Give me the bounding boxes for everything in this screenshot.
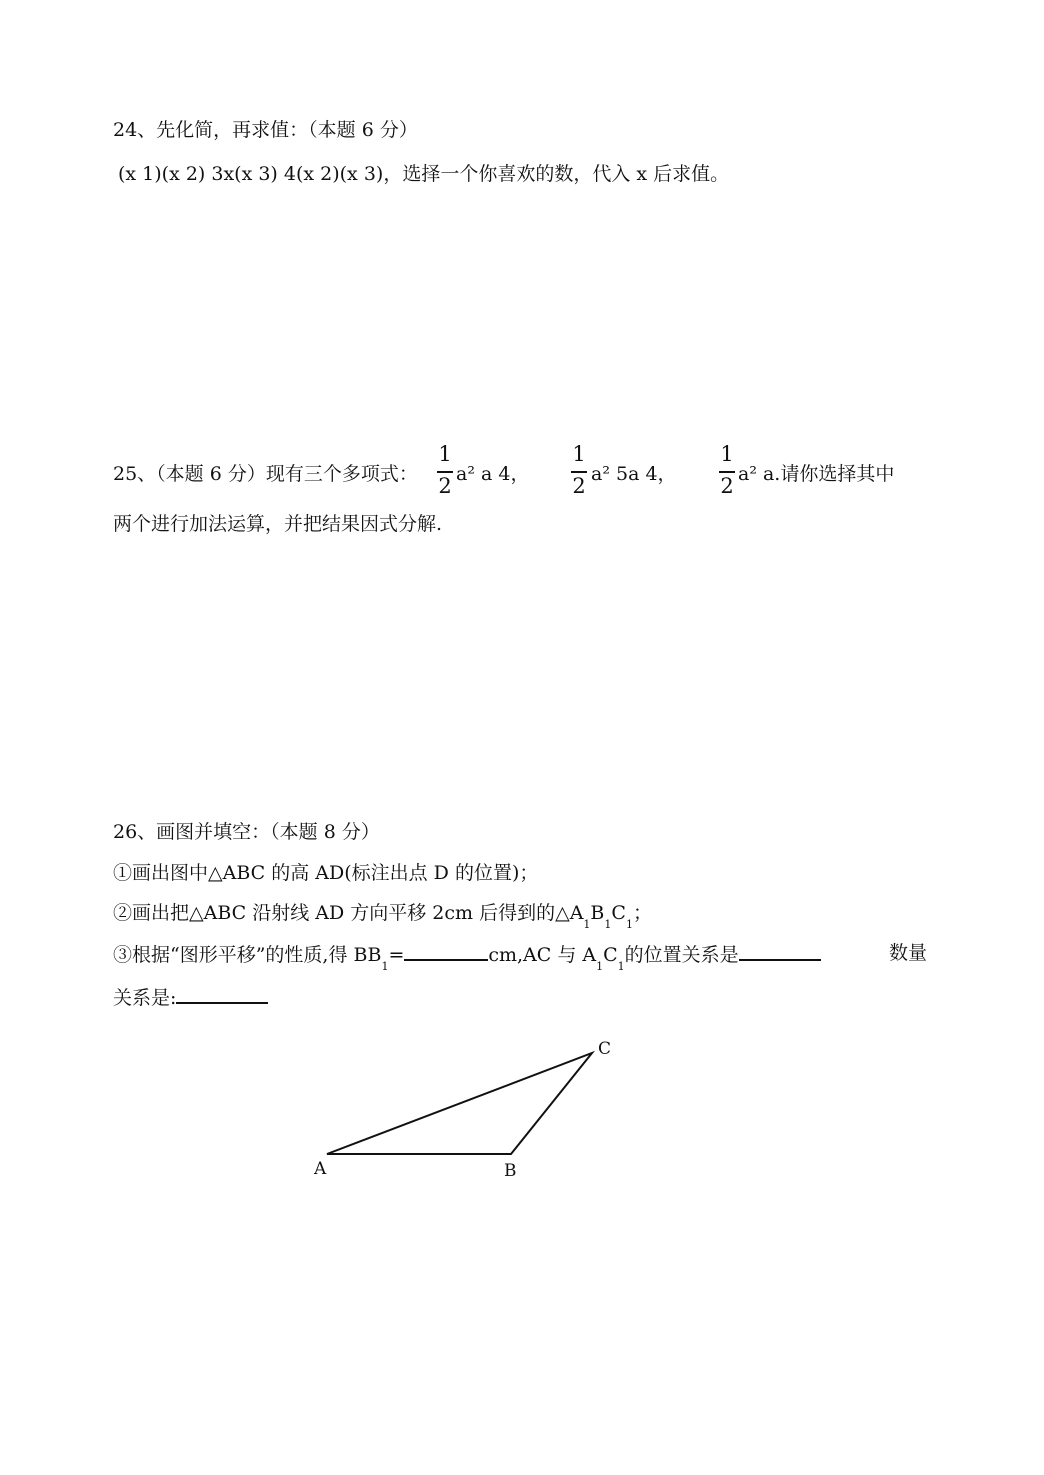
q24-expression: (x 1)(x 2) 3x(x 3) 4(x 2)(x 3)，选择一个你喜欢的数，代入 x 后求值。 [118,163,730,185]
q26-item3-qty: 数量 [889,942,928,964]
fraction-numerator: 1 [438,442,452,466]
subscript: 1 [625,918,633,931]
q26-item2-c: C [611,902,626,924]
vertex-label-a: A [314,1159,327,1179]
q26-item1: ①画出图中△ABC 的高 AD(标注出点 D 的位置)； [113,862,539,884]
q26-item3-mid: cm,AC 与 A [488,944,597,966]
q24-heading: 24、先化简，再求值：（本题 6 分） [113,119,418,141]
subscript: 1 [381,960,389,973]
fraction-denominator: 2 [572,474,586,498]
q26-heading: 26、画图并填空：（本题 8 分） [113,821,380,843]
fraction-denominator: 2 [438,474,452,498]
vertex-label-b: B [504,1161,517,1181]
q26-item3-text: ③根据“图形平移”的性质,得 BB [113,944,382,966]
vertex-label-c: C [598,1039,612,1059]
q26-item2-text: ②画出把△ABC 沿射线 AD 方向平移 2cm 后得到的△A [113,902,584,924]
subscript: 1 [583,918,591,931]
q26-item2-b: B [590,902,605,924]
q25-line2: 两个进行加法运算，并把结果因式分解. [113,513,443,535]
q25-lead: 25、（本题 6 分）现有三个多项式： [113,463,418,485]
subscript: 1 [617,960,625,973]
q26-line4-text: 关系是: [113,987,177,1009]
subscript: 1 [604,918,612,931]
fraction-numerator: 1 [720,442,734,466]
subscript: 1 [596,960,604,973]
fraction-denominator: 2 [720,474,734,498]
q25-term2: a² 5a 4， [591,463,677,485]
q26-item3-eq: = [388,944,405,966]
q25-term3: a² a.请你选择其中 [738,463,895,485]
q25-term1: a² a 4， [456,463,530,485]
triangle-abc [327,1053,592,1154]
q26-item3-post: 的位置关系是 [624,944,739,966]
q26-item3-c: C [603,944,618,966]
fraction-numerator: 1 [572,442,586,466]
q26-item2-end: ； [632,902,652,924]
